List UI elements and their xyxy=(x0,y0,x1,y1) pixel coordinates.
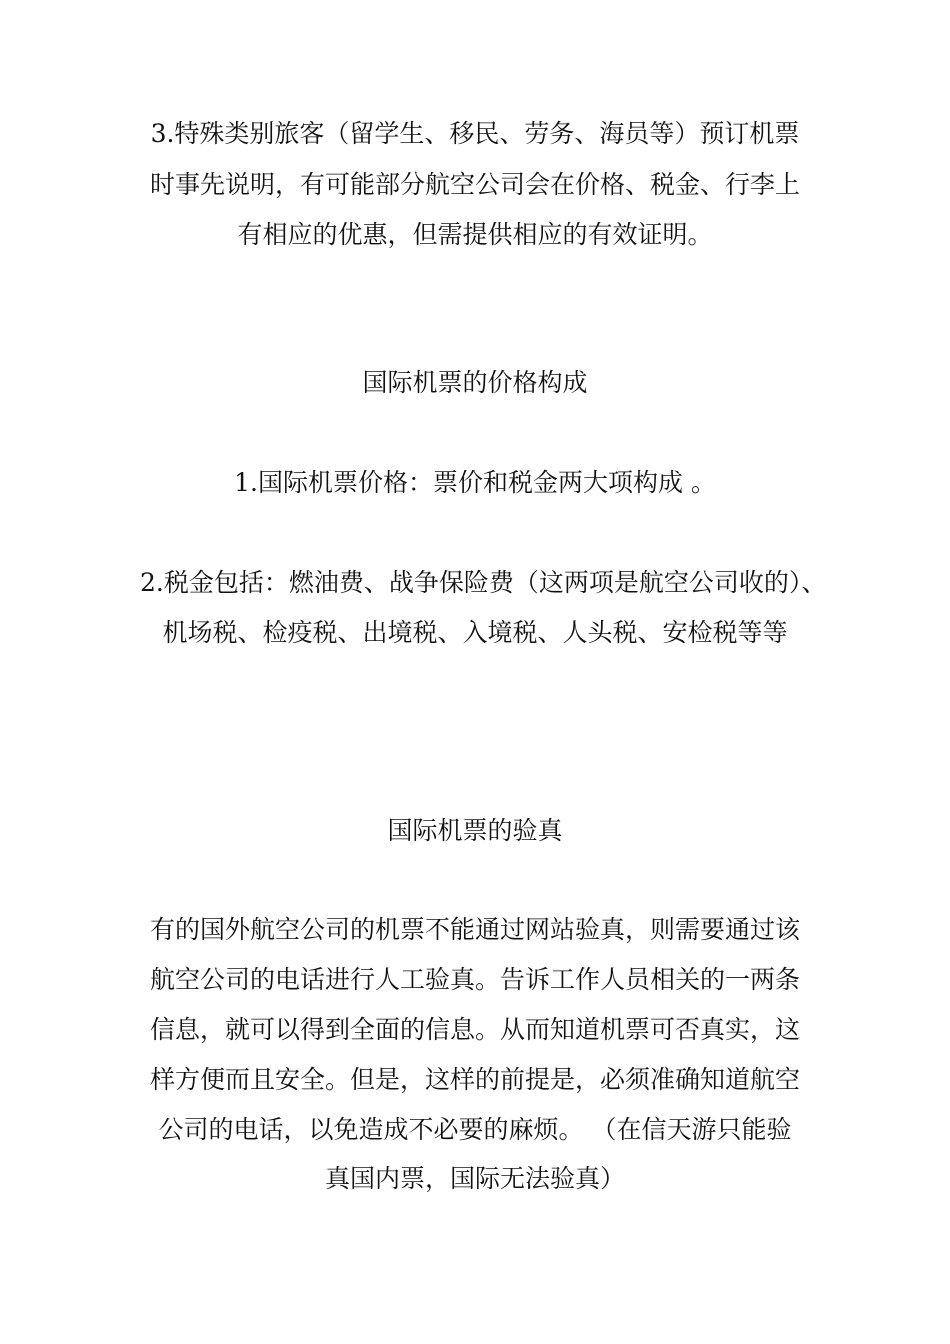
verification-line-5: 公司的电话，以免造成不必要的麻烦。 （在信天游只能验 xyxy=(158,1115,792,1144)
verification-line-6: 真国内票，国际无法验真） xyxy=(324,1164,625,1193)
special-passengers-line-1: 3.特殊类别旅客（留学生、移民、劳务、海员等）预订机票 xyxy=(150,119,800,148)
verification-line-4: 样方便而且安全。但是，这样的前提是，必须准确知道航空 xyxy=(149,1065,800,1094)
price-composition-item-1: 1.国际机票价格：票价和税金两大项构成 。 xyxy=(234,468,716,497)
tax-items-line-2: 机场税、检疫税、出境税、入境税、人头税、安检税等等 xyxy=(162,618,788,647)
verification-heading: 国际机票的验真 xyxy=(387,816,563,845)
special-passengers-line-3: 有相应的优惠，但需提供相应的有效证明。 xyxy=(237,220,713,249)
special-passengers-line-2: 时事先说明，有可能部分航空公司会在价格、税金、行李上 xyxy=(149,170,800,199)
price-composition-heading: 国际机票的价格构成 xyxy=(362,368,588,397)
verification-line-3: 信息，就可以得到全面的信息。从而知道机票可否真实，这 xyxy=(149,1015,800,1044)
verification-line-1: 有的国外航空公司的机票不能通过网站验真，则需要通过该 xyxy=(149,915,800,944)
verification-line-2: 航空公司的电话进行人工验真。告诉工作人员相关的一两条 xyxy=(149,965,800,994)
tax-items-line-1: 2.税金包括：燃油费、战争保险费（这两项是航空公司收的）、 xyxy=(140,568,827,597)
